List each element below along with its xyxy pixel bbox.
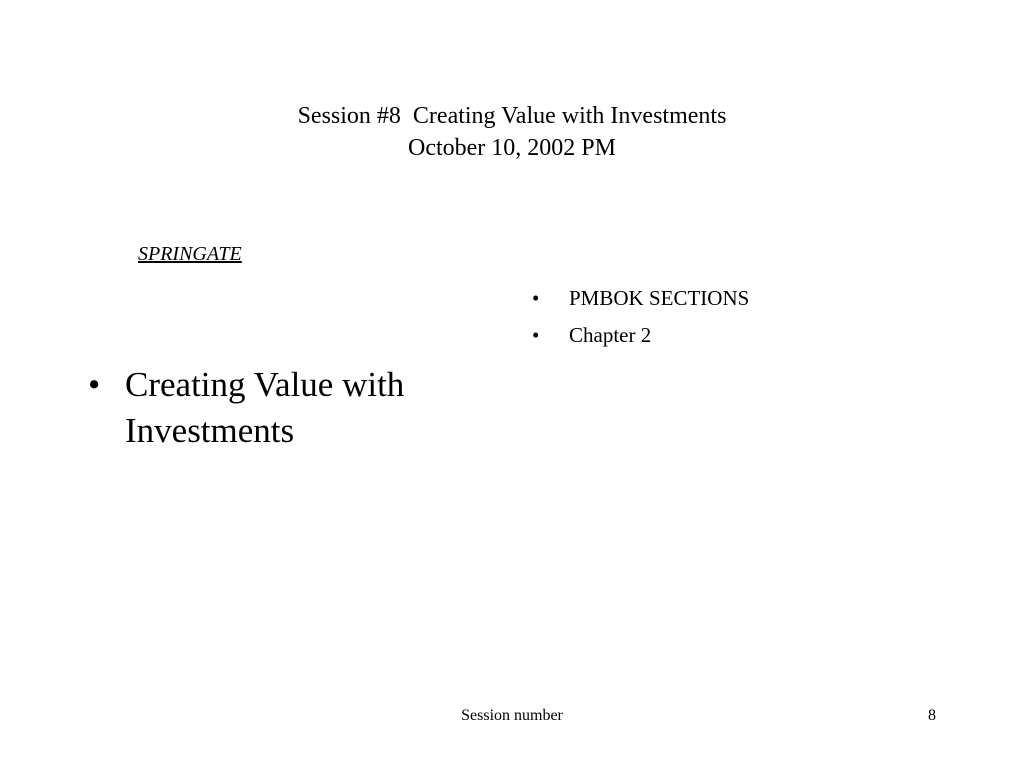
- right-bullet-item: [532, 320, 972, 350]
- title-line-1: Session #8 Creating Value with Investments: [297, 103, 727, 129]
- right-bullet-text: Chapter 2: [569, 323, 652, 347]
- slide-subtitle: SPRINGATE: [138, 243, 242, 265]
- footer-session-label: Session number: [461, 707, 563, 724]
- right-content-box: [532, 283, 972, 357]
- title-line-2: October 10, 2002 PM: [408, 135, 616, 161]
- bullet-marker: •: [88, 365, 101, 404]
- bullet-marker: •: [532, 286, 540, 310]
- right-bullet-text: PMBOK SECTIONS: [569, 286, 750, 310]
- left-bullet-item: [88, 362, 468, 454]
- bullet-marker: •: [532, 323, 540, 347]
- left-bullet-text: Creating Value with Investments: [125, 365, 405, 450]
- slide-title: [0, 100, 1024, 164]
- footer-page-number: 8: [928, 707, 936, 724]
- left-content-box: [88, 362, 468, 454]
- right-bullet-item: [532, 283, 972, 313]
